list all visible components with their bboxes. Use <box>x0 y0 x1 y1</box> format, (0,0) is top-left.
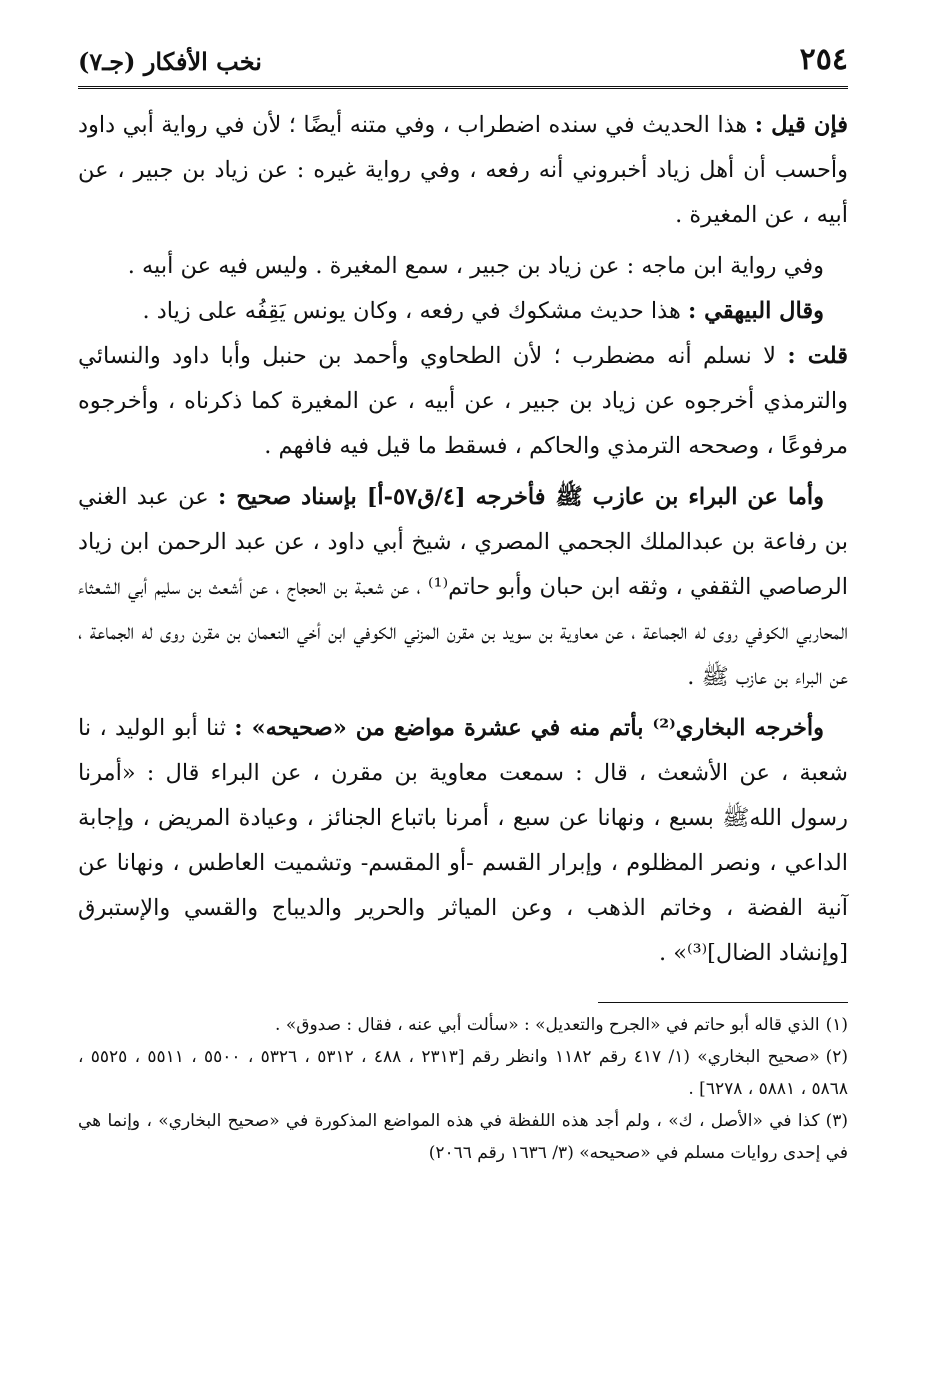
paragraph-bukhari <box>78 706 848 976</box>
paragraph-lead: وأما عن البراء بن عازب ﷺ فأخرجه [٤/ق٥٧-أ] بإسناد صحيح : <box>217 484 824 510</box>
footnote-1 <box>78 1009 848 1041</box>
paragraph-body: هذا الحديث في سنده اضطراب ، وفي متنه أيضًا ؛ لأن في رواية أبي داود وأحسب أن أهل زياد أخبروني أنه رفعه ، وفي رواية غيره : عن زياد بن جبير ، عن أبيه ، عن المغيرة . <box>78 112 848 228</box>
paragraph-body: لا نسلم أنه مضطرب ؛ لأن الطحاوي وأحمد بن حنبل وأبا داود والنسائي والترمذي أخرجوه عن زياد بن جبير ، عن أبيه ، عن المغيرة كما ذكرناه ، وأخرجوه مرفوعًا ، وصححه الترمذي والحاكم ، فسقط ما قيل فيه فافهم . <box>78 343 848 459</box>
book-title: نخب الأفكار (جـ٧) <box>78 47 262 76</box>
paragraph-ibn-majah <box>78 244 848 289</box>
footnote-number: (٢) <box>825 1047 849 1067</box>
footnotes <box>78 1009 848 1169</box>
paragraph-lead: فإن قيل : <box>754 112 848 138</box>
footnote-text: كذا في «الأصل ، ك» ، ولم أجد هذه اللفظة في هذه المواضع المذكورة في «صحيح البخاري» ، وإنما هي في إحدى روايات مسلم في «صحيحه» (٣/ ١٦٣٦ رقم ٢٠٦٦) <box>78 1111 848 1163</box>
running-header <box>78 30 848 89</box>
paragraph-body: وفي رواية ابن ماجه : عن زياد بن جبير ، سمع المغيرة . وليس فيه عن أبيه . <box>127 253 824 279</box>
paragraph-lead: قلت : <box>787 343 848 369</box>
paragraph-bayhaqi <box>78 289 848 334</box>
footnote-divider <box>598 1002 848 1003</box>
footnote-text: الذي قاله أبو حاتم في «الجرح والتعديل» : «سألت أبي عنه ، فقال : صدوق» . <box>275 1015 820 1035</box>
paragraph-bara <box>78 475 848 700</box>
main-text <box>78 103 848 976</box>
paragraph-body: هذا حديث مشكوك في رفعه ، وكان يونس يَقِفُه على زياد . <box>142 298 688 324</box>
paragraph-objection <box>78 103 848 238</box>
page-number: ٢٥٤ <box>799 42 848 77</box>
footnote-number: (٣) <box>825 1111 848 1131</box>
footnote-text: «صحيح البخاري» (١/ ٤١٧ رقم ١١٨٢ وانظر رقم [٢٣١٣ ، ٤٨٨ ، ٥٣١٢ ، ٥٣٢٦ ، ٥٥٠٠ ، ٥٥١١ ، ٥٥٢٥ ، ٥٨٦٨ ، ٥٨٨١ ، ٦٢٧٨] . <box>78 1047 848 1099</box>
paragraph-body: عن عبد الغني بن رفاعة بن عبدالملك الجحمي المصري ، شيخ أبي داود ، عن عبد الرحمن ابن زياد الرصاصي الثقفي ، وثقه ابن حبان وأبو حاتم⁽¹⁾ ، عن شعبة بن الحجاج ، عن أشعث بن سليم أبي الشعثاء المحاربي الكوفي روى له الجماعة ، عن معاوية بن سويد بن مقرن المزني الكوفي ابن أخي النعمان بن مقرن روى له الجماعة ، عن البراء بن عازب ﷺ . <box>78 484 848 690</box>
footnote-number: (١) <box>825 1015 848 1035</box>
footnote-3 <box>78 1105 848 1169</box>
book-page <box>78 30 848 1350</box>
footnote-2 <box>78 1041 848 1105</box>
paragraph-reply <box>78 334 848 469</box>
paragraph-body: ثنا أبو الوليد ، نا شعبة ، عن الأشعث ، قال : سمعت معاوية بن مقرن ، عن البراء قال : «أمرنا رسول اللهﷺ بسبع ، ونهانا عن سبع ، أمرنا باتباع الجنائز ، وعيادة المريض ، وإجابة الداعي ، ونصر المظلوم ، وإبرار القسم -أو المقسم- وتشميت العاطس ، ونهانا عن آنية الفضة ، وخاتم الذهب ، وعن المياثر والحرير والديباج والقسي والإستبرق [وإنشاد الضال]⁽³⁾» . <box>78 715 848 966</box>
paragraph-lead: وأخرجه البخاري⁽²⁾ بأتم منه في عشرة مواضع من «صحيحه» : <box>234 715 824 741</box>
paragraph-lead: وقال البيهقي : <box>688 298 824 324</box>
